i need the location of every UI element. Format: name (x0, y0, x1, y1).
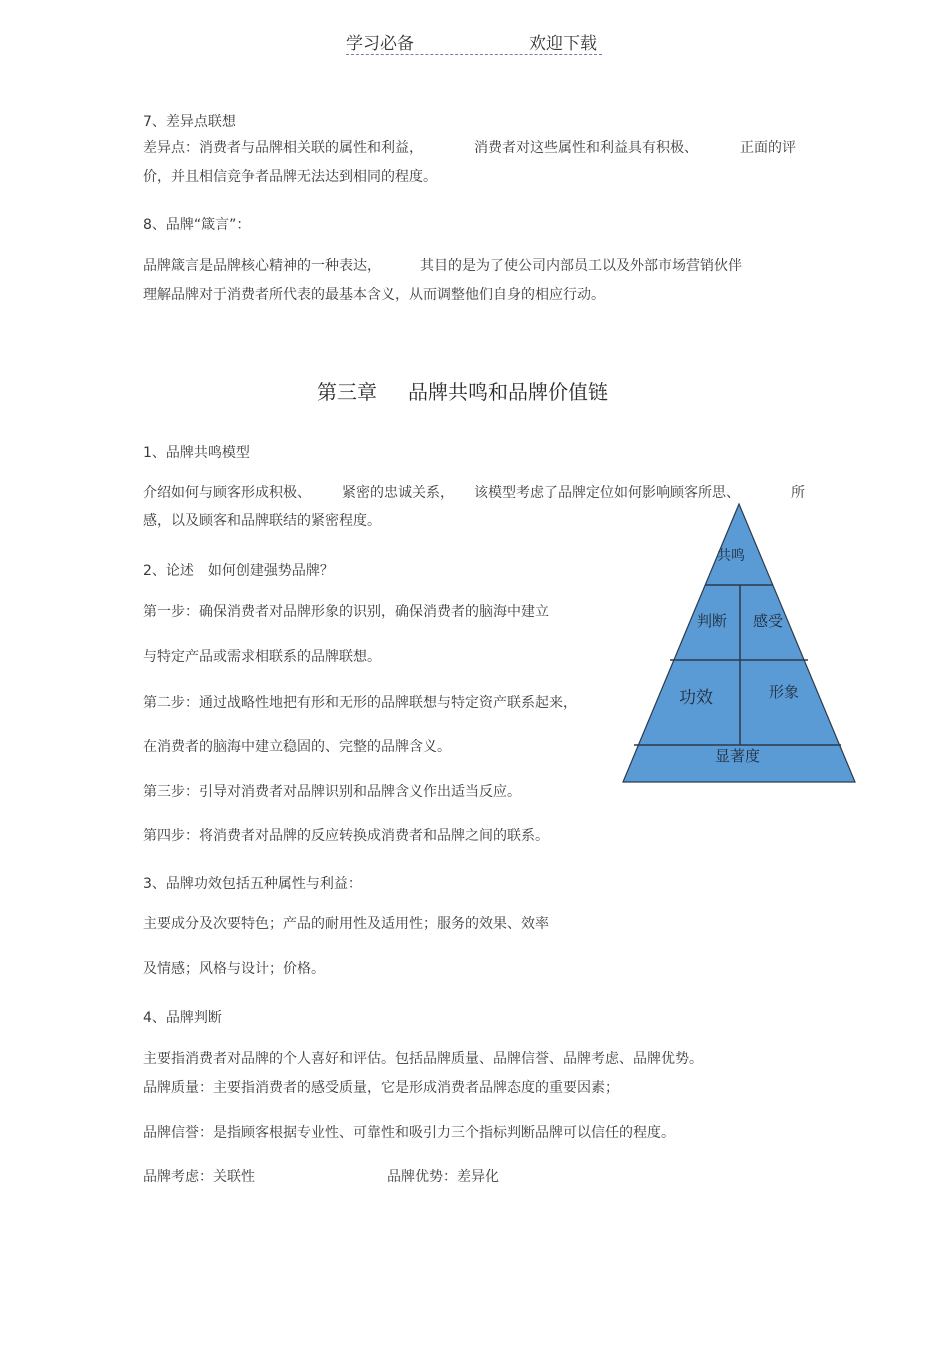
s4-line2: 品牌质量：主要指消费者的感受质量，它是形成消费者品牌态度的重要因素； (143, 1080, 619, 1096)
s2-step2a: 第二步：通过战略性地把有形和无形的品牌联想与特定资产联系起来， (143, 695, 577, 711)
pyramid-label-resonance: 共鸣 (717, 548, 745, 564)
sec7-title: 7、差异点联想 (143, 114, 236, 130)
s1-title: 1、品牌共鸣模型 (143, 445, 250, 461)
s4-line1: 主要指消费者对品牌的个人喜好和评估。包括品牌质量、品牌信誉、品牌考虑、品牌优势。 (143, 1051, 703, 1067)
sec8-line2: 理解品牌对于消费者所代表的最基本含义，从而调整他们自身的相应行动。 (143, 287, 605, 303)
sec7-line1a: 差异点：消费者与品牌相关联的属性和利益， (143, 140, 423, 156)
sec7-line1c: 正面的评 (740, 140, 796, 156)
chapter-number: 第三章 (317, 380, 377, 404)
brand-resonance-pyramid (620, 500, 860, 786)
s4-line4a: 品牌考虑：关联性 (143, 1169, 255, 1185)
s4-title: 4、品牌判断 (143, 1010, 222, 1026)
pyramid-label-feeling: 感受 (753, 612, 784, 630)
header-divider (346, 54, 602, 55)
s4-line4b: 品牌优势：差异化 (387, 1169, 499, 1185)
header-left: 学习必备 (346, 34, 414, 54)
header-right: 欢迎下载 (529, 34, 597, 54)
s3-title: 3、品牌功效包括五种属性与利益： (143, 876, 362, 892)
pyramid-svg (620, 500, 860, 786)
s3-line1: 主要成分及次要特色；产品的耐用性及适用性；服务的效果、效率 (143, 916, 549, 932)
sec8-line1b: 其目的是为了使公司内部员工以及外部市场营销伙伴 (420, 258, 742, 274)
pyramid-label-imagery: 形象 (769, 683, 800, 701)
sec7-line2: 价，并且相信竞争者品牌无法达到相同的程度。 (143, 169, 437, 185)
s1-line1d: 所 (791, 485, 805, 501)
pyramid-label-judgment: 判断 (697, 612, 728, 630)
s2-step3: 第三步：引导对消费者对品牌识别和品牌含义作出适当反应。 (143, 784, 521, 800)
s1-line2: 感，以及顾客和品牌联结的紧密程度。 (143, 513, 381, 529)
chapter-title: 品牌共鸣和品牌价值链 (408, 380, 608, 404)
s3-line2: 及情感；风格与设计；价格。 (143, 961, 325, 977)
s2-step2b: 在消费者的脑海中建立稳固的、完整的品牌含义。 (143, 739, 451, 755)
pyramid-label-performance: 功效 (679, 688, 713, 708)
sec7-line1b: 消费者对这些属性和利益具有积极、 (474, 140, 698, 156)
s1-line1b: 紧密的忠诚关系， (342, 485, 454, 501)
pyramid-label-salience: 显著度 (715, 747, 761, 765)
s4-line3: 品牌信誉：是指顾客根据专业性、可靠性和吸引力三个指标判断品牌可以信任的程度。 (143, 1125, 675, 1141)
sec8-line1a: 品牌箴言是品牌核心精神的一种表达， (143, 258, 381, 274)
s1-line1a: 介绍如何与顾客形成积极、 (143, 485, 311, 501)
s2-step1a: 第一步：确保消费者对品牌形象的识别，确保消费者的脑海中建立 (143, 604, 549, 620)
s2-step4: 第四步：将消费者对品牌的反应转换成消费者和品牌之间的联系。 (143, 828, 549, 844)
s2-step1b: 与特定产品或需求相联系的品牌联想。 (143, 649, 381, 665)
sec8-title: 8、品牌“箴言”： (143, 217, 251, 233)
s2-title: 2、论述 如何创建强势品牌？ (143, 563, 334, 579)
s1-line1c: 该模型考虑了品牌定位如何影响顾客所思、 (474, 485, 740, 501)
